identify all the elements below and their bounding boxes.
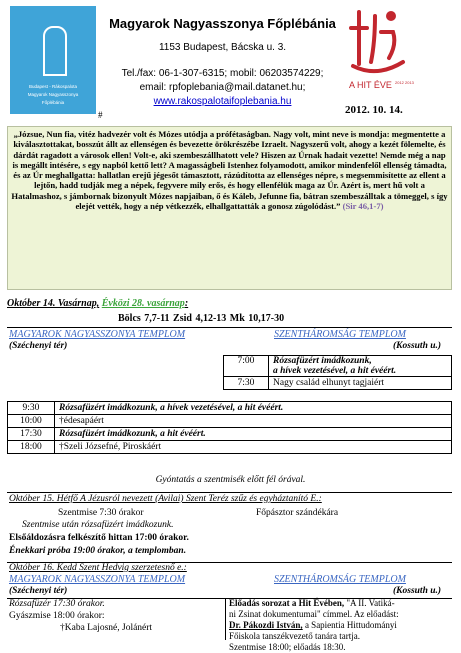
table-row xyxy=(8,415,452,428)
day1-date: Október 14. Vasárnap, xyxy=(7,298,100,309)
schedule-text: Rózsafüzért imádkozunk, a hit évéért. xyxy=(55,428,452,441)
sun-icon xyxy=(386,11,396,21)
confession-note: Gyóntatás a szentmisék előtt fél órával. xyxy=(155,475,306,485)
schedule-left-table xyxy=(7,401,452,454)
church-left-name-2: MAGYAROK NAGYASSZONYA TEMPLOM xyxy=(9,574,186,585)
church-right-name-2: SZENTHÁROMSÁG TEMPLOM xyxy=(274,574,406,585)
schedule-time: 17:30 xyxy=(8,428,55,441)
church-left-location: (Széchenyi tér) xyxy=(9,341,68,351)
lecturer-name: Dr. Pákozdi István, xyxy=(229,620,303,630)
website-link[interactable]: www.rakospalotaifoplebania.hu xyxy=(153,96,292,107)
parish-title: Magyarok Nagyasszonya Főplébánia xyxy=(109,16,336,31)
day2-prep: Elsőáldozásra felkészítő hittan 17:00 órakor. xyxy=(9,533,189,543)
schedule-time: 7:30 xyxy=(224,377,269,390)
day2-mass: Szentmise 7:30 órakor xyxy=(58,508,144,518)
lecture-line1: "A II. Vatiká- xyxy=(346,598,395,608)
table-row xyxy=(8,402,452,415)
table-row xyxy=(224,377,452,390)
church-left-name: MAGYAROK NAGYASSZONYA TEMPLOM xyxy=(9,329,186,340)
schedule-time: 7:00 xyxy=(224,356,269,377)
logo-text-2: Magyarok Nagyasszonya xyxy=(27,92,79,97)
day2-choir: Énekkari próba 19:00 órakor, a templomban. xyxy=(9,546,187,556)
day3-requiem-name: †Kaba Lajosné, Jolánért xyxy=(60,623,153,633)
cross-icon xyxy=(43,26,67,76)
schedule-time: 10:00 xyxy=(8,415,55,428)
day1-readings: Bölcs 7,7-11 Zsid 4,12-13 Mk 10,17-30 xyxy=(118,313,285,324)
church-right-name: SZENTHÁROMSÁG TEMPLOM xyxy=(274,329,406,340)
logo-text-3: Főplébánia xyxy=(41,100,65,105)
lecture-line2: ni Zsinat dokumentumai" címmel. Az előadást: xyxy=(229,609,399,619)
year-of-faith-logo xyxy=(345,2,414,97)
day2-heading: Október 15. Hétfő A Jézusról nevezett (Avilai) Szent Teréz szűz és egyháztanító E.: xyxy=(9,494,322,504)
table-row xyxy=(8,428,452,441)
day1-feast: Évközi 28. vasárnap xyxy=(101,298,185,309)
schedule-time: 18:00 xyxy=(8,441,55,454)
quote-reference: (Sir 46,1-7) xyxy=(342,201,384,212)
day1-heading xyxy=(7,298,188,309)
logo-text-1: Budapest - Rákospalota xyxy=(28,84,78,89)
logo-right-text: A HIT ÉVE xyxy=(349,80,392,90)
parish-logo xyxy=(10,6,96,114)
day3-lecture xyxy=(229,598,453,653)
day3-requiem: Gyászmise 18:00 órakor: xyxy=(9,611,105,621)
day2-rosary: Szentmise után rózsafüzért imádkozunk. xyxy=(22,520,174,530)
table-row xyxy=(224,356,452,377)
lecture-title: Előadás sorozat a Hit Évében, xyxy=(229,598,345,608)
schedule-time: 9:30 xyxy=(8,402,55,415)
hash-mark: # xyxy=(98,110,103,120)
schedule-text: †édesapáért xyxy=(55,415,452,428)
church-left-location-2: (Széchenyi tér) xyxy=(9,586,68,596)
bulletin-date: 2012. 10. 14. xyxy=(345,104,403,116)
day3-rosary: Rózsafüzér 17:30 órakor. xyxy=(9,599,105,609)
scripture-quote xyxy=(7,126,452,290)
lecture-line3: a Sapientia Hittudományi xyxy=(304,620,397,630)
church-right-location: (Kossuth u.) xyxy=(393,341,442,351)
email: email: rpfoplebania@mail.datanet.hu; xyxy=(139,82,306,93)
quote-text: „Józsue, Nun fia, vitéz hadvezér volt és Mózes utódja a prófétaságban. Nagy volt, mint neve is mondja: megmentette a kiválasztottakat, bosszút állt az ellenségen és bevezette örökrészébe Izraelt. Nagyszerű volt, ahogy a kezét fölemelte, és dárdát ragadott a városok ellen! Volt-e, aki szembeszállhatott vele? Hiszen az Úrnak hadait vezette! Nemde még a nap is megállt intésére, s egy napból kettő lett? A magasságbeli Istenhez folyamodott, amikor mindenfelől ellenség támadta, és az Úr meghallgatta: hallatlan erejű jégesőt támasztott, rázúdította az ellenséges népre, s megsemmisítette az ellent a lejtőn, hadd tudják meg a népek, fegyvere mily erős, és hogy ellenfélük maga az Úr. Azért is, mert hű volt a Hatalmashoz, s jámbornak bizonyult Mózes napjaiban, ő és Káleb, Jefunne fia, bátran szembeszálltak a tömeggel, s így elejét vették, hogy a nép vétkezzék, elhallgattatták a gonosz zúgolódást.” xyxy=(11,129,448,212)
day1-colon: : xyxy=(184,298,189,309)
phone: Tel./fax: 06-1-307-6315; mobil: 06203574229; xyxy=(121,68,324,79)
schedule-right-table xyxy=(223,355,452,390)
day2-intention: Főpásztor szándékára xyxy=(256,508,339,518)
address: 1153 Budapest, Bácska u. 3. xyxy=(158,42,287,53)
church-right-location-2: (Kossuth u.) xyxy=(393,586,442,596)
schedule-text: Rózsafüzért imádkozunk, a hívek vezetésével, a hit évéért. xyxy=(55,402,452,415)
schedule-text-line1: Rózsafüzért imádkozunk, xyxy=(273,356,372,366)
lecture-line5: Szentmise 18:00; előadás 18:30. xyxy=(229,642,346,652)
schedule-text: Nagy család elhunyt tagjaiért xyxy=(269,377,452,390)
table-row xyxy=(8,441,452,454)
schedule-text: †Szeli Józsefné, Piroskáért xyxy=(55,441,452,454)
day3-heading: Október 16. Kedd Szent Hedvig szerzetesnő e.: xyxy=(9,563,187,573)
logo-right-years: 2012 2013 xyxy=(395,80,414,85)
lecture-line4: Főiskola tanszékvezető tanára tartja. xyxy=(229,631,360,641)
schedule-text xyxy=(269,356,452,377)
schedule-text-line2: a hívek vezetésével, a hit évéért. xyxy=(273,366,397,376)
